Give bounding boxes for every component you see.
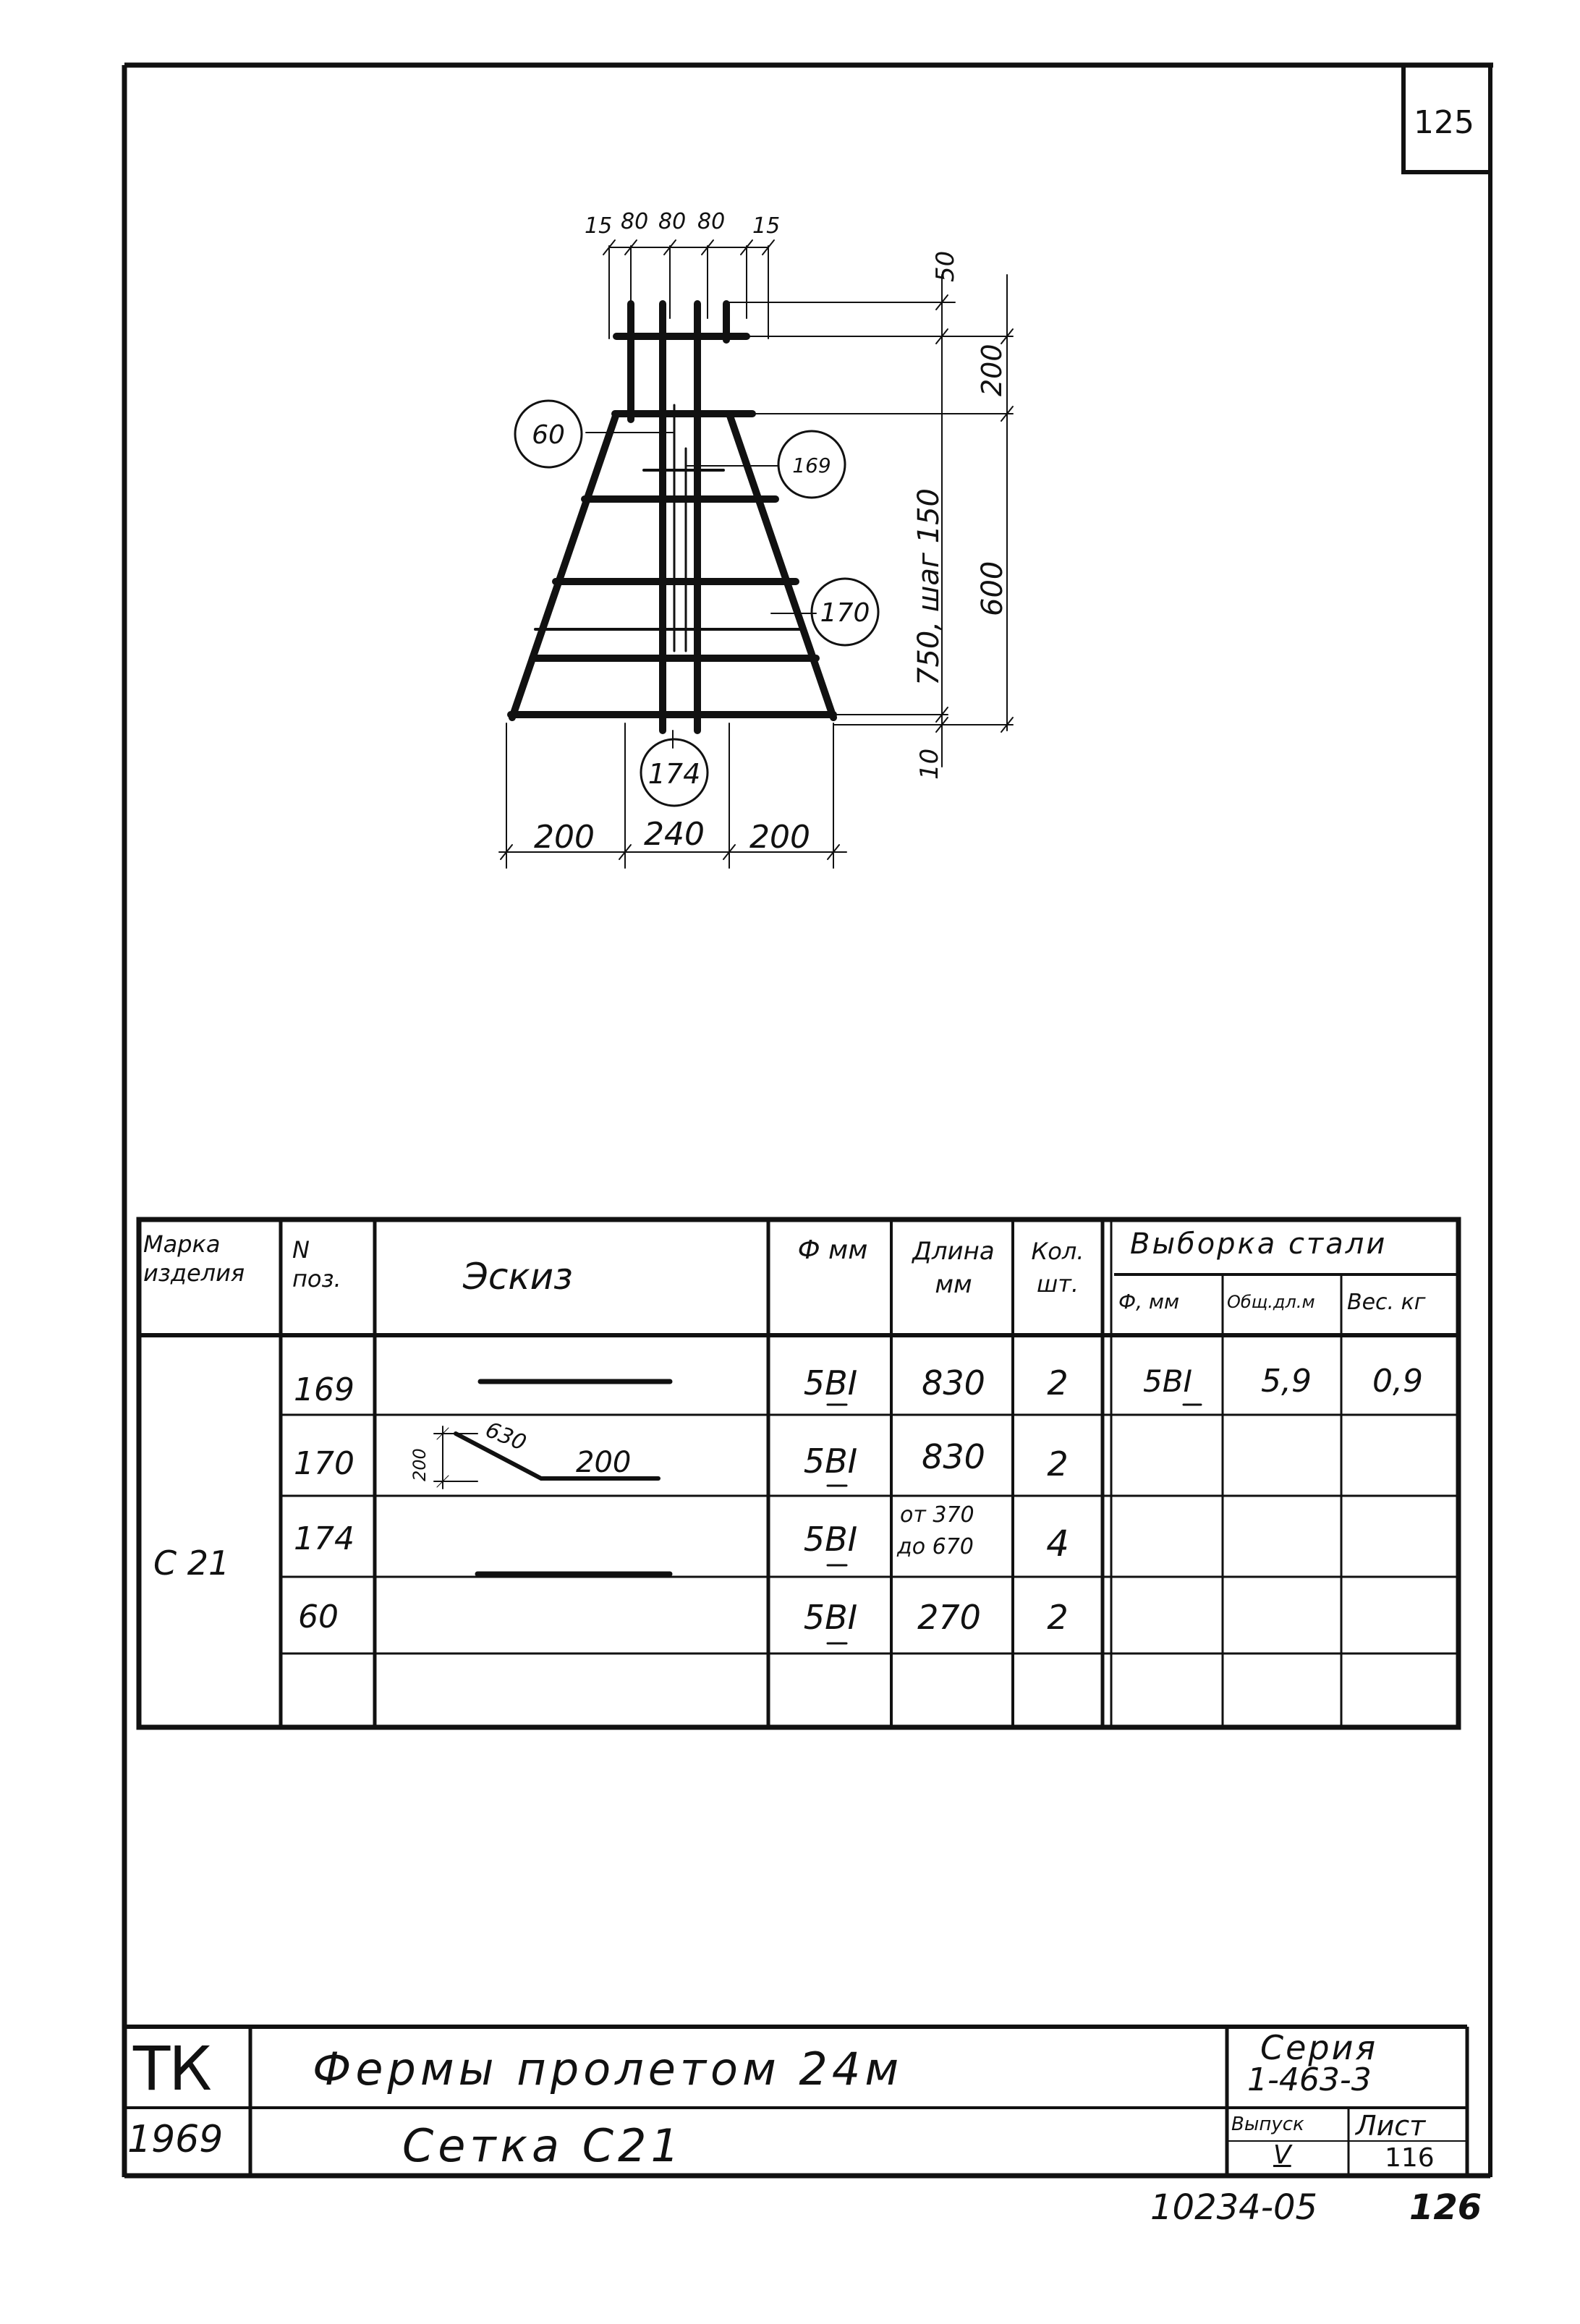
header-sel-weight: Вес. кг <box>1347 1290 1426 1315</box>
selection-weight: 0,9 <box>1372 1363 1423 1400</box>
sheet-frame <box>124 65 1493 2177</box>
callout-60: 60 <box>532 420 565 450</box>
row-169-diameter: 5ВI <box>803 1363 858 1403</box>
row-174-diameter: 5ВI <box>803 1520 858 1559</box>
dim-top-2: 80 <box>621 209 649 234</box>
header-qty: Кол. шт. <box>1031 1238 1084 1298</box>
selection-total-length: 5,9 <box>1261 1363 1312 1400</box>
issue-label: Выпуск <box>1231 2114 1304 2135</box>
row-60-length: 270 <box>917 1598 981 1637</box>
row-169-pos: 169 <box>294 1371 354 1408</box>
callout-169: 169 <box>792 454 831 477</box>
series-label: Серия <box>1260 2028 1378 2067</box>
org-code: ТК <box>133 2033 211 2104</box>
header-sketch: Эскиз <box>463 1256 573 1298</box>
callout-174: 174 <box>647 758 701 790</box>
row-174-length-to: до 670 <box>897 1534 974 1559</box>
dim-bottom-3: 200 <box>749 819 810 856</box>
row-174-length-from: от 370 <box>900 1502 974 1528</box>
dim-pitch-label: 750, шаг 150 <box>912 488 946 686</box>
dim-top-5: 15 <box>752 213 781 239</box>
dim-right-600: 600 <box>976 561 1009 616</box>
archive-code: 10234-05 <box>1150 2187 1318 2228</box>
series-value: 1-463-3 <box>1247 2061 1372 2098</box>
dim-right-50: 50 <box>931 250 960 282</box>
sheet-value: 116 <box>1385 2143 1435 2173</box>
row-170-qty: 2 <box>1047 1444 1069 1484</box>
mark-value: С 21 <box>153 1544 230 1583</box>
drawing-subtitle: Сетка С21 <box>402 2119 684 2172</box>
sheet-label: Лист <box>1356 2110 1426 2142</box>
header-sel-total: Общ.дл.м <box>1227 1292 1315 1312</box>
row-169-length: 830 <box>922 1363 985 1403</box>
header-mark: Марка изделия <box>143 1230 245 1287</box>
selection-diameter: 5ВI <box>1143 1363 1192 1399</box>
header-sel-diameter: Ф, мм <box>1118 1290 1180 1314</box>
row-60-pos: 60 <box>298 1599 339 1635</box>
sketch-170-dim-200-left: 200 <box>409 1448 430 1481</box>
dim-top-4: 80 <box>697 209 726 234</box>
dim-top-1: 15 <box>585 213 613 239</box>
row-60-diameter: 5ВI <box>803 1598 858 1637</box>
dim-bottom-1: 200 <box>534 819 595 856</box>
row-60-qty: 2 <box>1047 1598 1069 1637</box>
corner-page-number: 125 <box>1414 104 1474 141</box>
row-170-length: 830 <box>922 1437 985 1476</box>
row-174-pos: 174 <box>294 1520 354 1557</box>
header-length: Длина мм <box>912 1237 995 1299</box>
header-selection: Выборка стали <box>1130 1227 1388 1261</box>
year: 1969 <box>127 2118 224 2161</box>
issue-value: V <box>1273 2140 1291 2170</box>
row-170-diameter: 5ВI <box>803 1442 858 1481</box>
row-169-qty: 2 <box>1047 1363 1069 1403</box>
drawing-title: Фермы пролетом 24м <box>313 2043 904 2095</box>
bottom-page-number: 126 <box>1409 2187 1482 2228</box>
dim-right-200: 200 <box>976 344 1008 396</box>
header-diameter: Ф мм <box>797 1235 868 1265</box>
callout-170: 170 <box>820 598 870 628</box>
sketch-170-dim-200: 200 <box>576 1446 632 1479</box>
row-174-qty: 4 <box>1046 1523 1069 1565</box>
sketch-170-dim-630: 630 <box>482 1417 530 1457</box>
dim-bottom-2: 240 <box>644 816 705 853</box>
header-pos: N поз. <box>292 1236 341 1293</box>
dim-right-10: 10 <box>915 748 944 780</box>
row-170-pos: 170 <box>294 1445 354 1482</box>
dim-top-3: 80 <box>658 209 687 234</box>
